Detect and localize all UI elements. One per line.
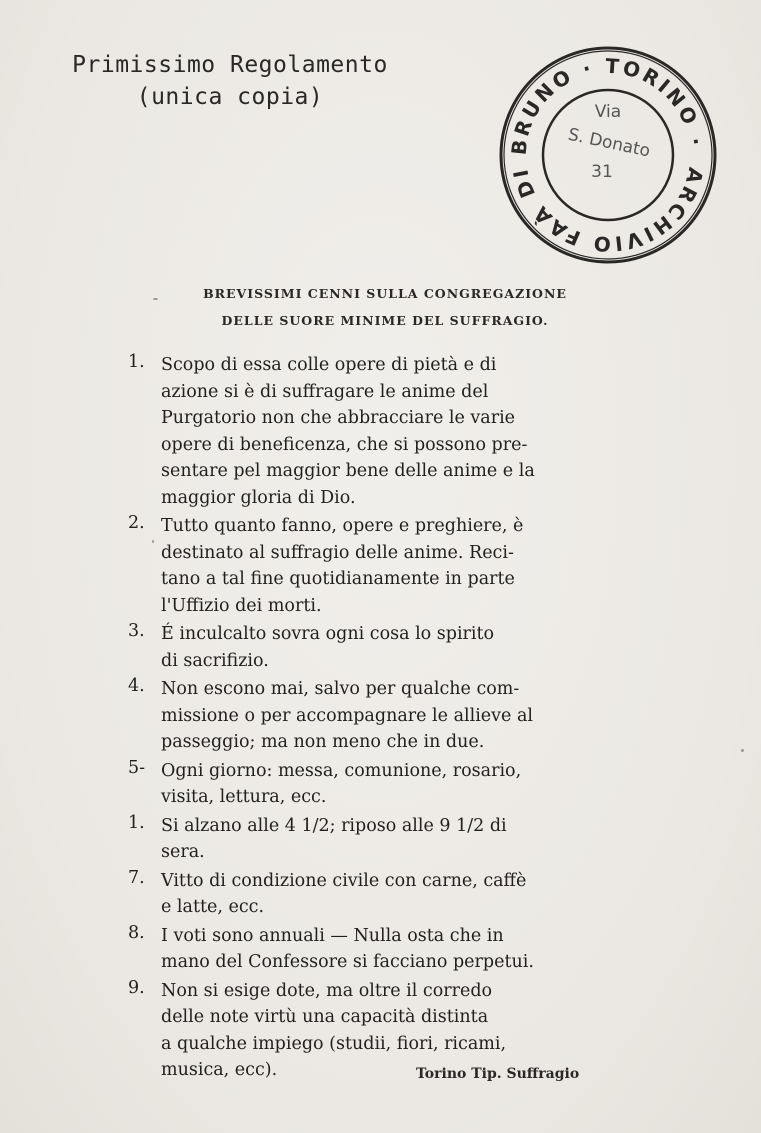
- document-title-line2: DELLE SUORE MINIME DEL SUFFRAGIO.: [221, 313, 549, 328]
- rule-text-line: visita, lettura, ecc.: [161, 787, 327, 807]
- rule-text-line: maggior gloria di Dio.: [161, 487, 356, 508]
- rule-text-line: sentare pel maggior bene delle anime e la: [161, 461, 535, 481]
- rule-number: 3.: [128, 621, 145, 641]
- rule-text-line: musica, ecc).: [161, 1060, 278, 1080]
- rule-item: [128, 621, 628, 674]
- rule-item: [128, 813, 628, 866]
- rule-text-line: Vitto di condizione civile con carne, caffè: [161, 870, 527, 891]
- header-note-line1: Primissimo Regolamento: [72, 52, 388, 78]
- paper-speck: [741, 749, 744, 752]
- rule-text-line: e latte, ecc.: [161, 897, 265, 917]
- rule-text-line: di sacrifizio.: [161, 650, 269, 671]
- rule-number: 4.: [128, 676, 145, 696]
- rule-text-line: sera.: [161, 842, 205, 862]
- rule-item: [128, 676, 628, 756]
- rule-text-line: tano a tal fine quotidianamente in parte: [161, 569, 515, 589]
- rule-item: [128, 923, 628, 976]
- rule-text-line: destinato al suffragio delle anime. Reci-: [161, 542, 514, 563]
- rule-text-line: a qualche impiego (studii, fiori, ricami,: [161, 1033, 507, 1054]
- rule-text-line: Scopo di essa colle opere di pietà e di: [161, 355, 497, 375]
- rule-text-line: I voti sono annuali — Nulla osta che in: [161, 925, 504, 946]
- rule-number: 2.: [128, 513, 145, 533]
- rule-number: 1.: [128, 812, 145, 833]
- rule-text-line: azione si è di suffragare le anime del: [161, 381, 489, 402]
- rule-text-line: opere di beneficenza, che si possono pre-: [161, 434, 528, 455]
- document-title-line1: BREVISSIMI CENNI SULLA CONGREGAZIONE: [203, 286, 567, 301]
- rule-text-line: passeggio; ma non meno che in due.: [161, 732, 485, 752]
- paper-speck: [153, 298, 158, 300]
- rule-text-line: Non escono mai, salvo per qualche com-: [161, 679, 520, 699]
- printer-imprint: Torino Tip. Suffragio: [416, 1066, 580, 1082]
- rule-number: 9.: [128, 977, 145, 998]
- rule-text-line: Non si esige dote, ma oltre il corredo: [161, 980, 493, 1001]
- paper-speck: [152, 540, 154, 543]
- rule-text-line: Si alzano alle 4 1/2; riposo alle 9 1/2 di: [161, 815, 507, 836]
- rule-item: [128, 868, 628, 921]
- rule-text-line: Purgatorio non che abbracciare le varie: [161, 408, 516, 428]
- rule-text-line: l'Uffizio dei morti.: [161, 595, 322, 616]
- rule-number: 7.: [128, 867, 145, 888]
- rule-text-line: delle note virtù una capacità distinta: [161, 1007, 489, 1027]
- rule-text-line: Tutto quanto fanno, opere e preghiere, è: [161, 516, 524, 536]
- rule-number: 5-: [128, 757, 146, 778]
- rules-list: [128, 352, 628, 1086]
- rule-number: 1.: [128, 352, 145, 372]
- rule-text-line: missione o per accompagnare le allieve al: [161, 705, 533, 726]
- rule-item: [128, 758, 628, 811]
- rule-text-line: mano del Confessore si facciano perpetui.: [161, 952, 534, 972]
- typed-header-note: [40, 49, 420, 113]
- rule-text-line: Ogni giorno: messa, comunione, rosario,: [161, 760, 522, 781]
- header-note-line2: (unica copia): [136, 84, 324, 110]
- svg-text:ARCHIVIO FAÀ DI BRUNO · TORINO: [497, 44, 719, 266]
- stamp-outer-text: ARCHIVIO FAÀ DI BRUNO · TORINO ·: [506, 53, 709, 257]
- stamp-inner-line3: 31: [591, 162, 613, 182]
- archive-stamp: [497, 44, 719, 266]
- rule-text-line: É inculcalto sovra ogni cosa lo spirito: [161, 624, 495, 644]
- rule-item: [128, 513, 628, 619]
- stamp-inner-line1: Via: [594, 102, 622, 122]
- rule-number: 8.: [128, 922, 145, 943]
- rule-item: [128, 352, 628, 511]
- stamp-inner-line2: S. Donato: [566, 124, 652, 162]
